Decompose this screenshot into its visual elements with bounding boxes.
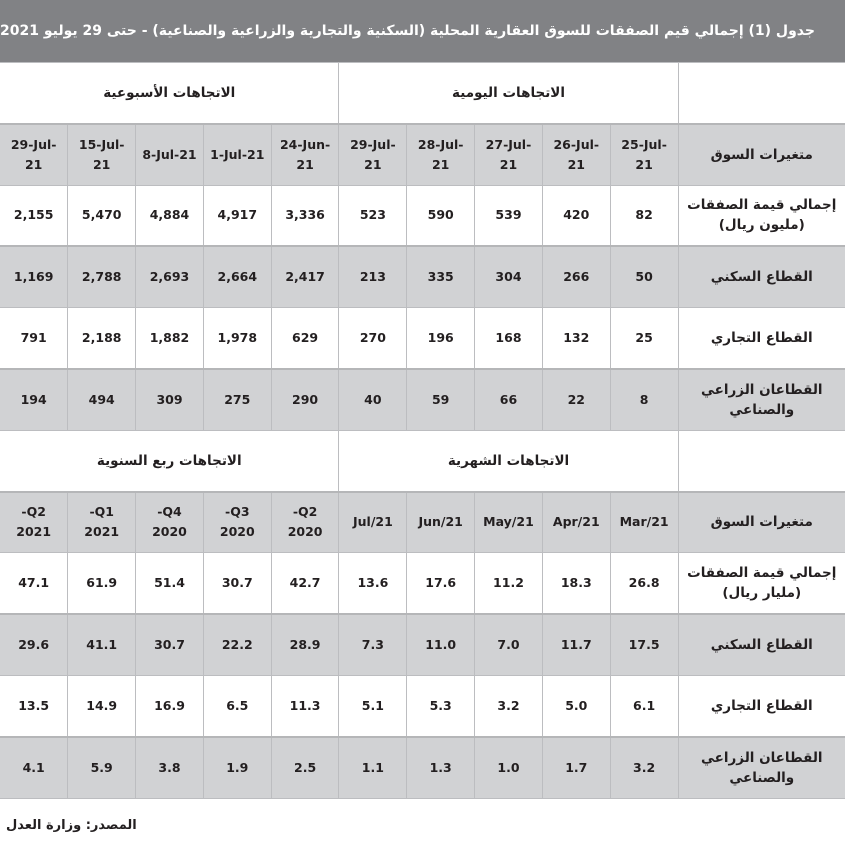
table-row: [0, 369, 845, 430]
cell-value: 523: [359, 207, 386, 223]
value-cell: [339, 675, 407, 736]
value-cell: [542, 553, 610, 614]
value-cell: [0, 614, 68, 675]
cell-value: 309: [156, 391, 183, 407]
cell-value: 1.0: [497, 759, 520, 775]
cell-value: 132: [563, 330, 590, 346]
cell-value: 5.3: [429, 697, 452, 713]
value-cell: [271, 675, 339, 736]
row-label: [678, 246, 845, 307]
value-cell: [610, 675, 678, 736]
column-header: [610, 124, 678, 185]
real-estate-transactions-table: [0, 62, 845, 799]
column-header: [271, 124, 339, 185]
value-cell: [68, 553, 136, 614]
value-cell: [407, 369, 475, 430]
value-cell: [68, 308, 136, 369]
row-label-header-text: متغيرات السوق: [710, 146, 813, 163]
value-cell: [407, 675, 475, 736]
value-cell: [271, 246, 339, 307]
value-cell: [407, 308, 475, 369]
cell-value: 1.3: [429, 759, 452, 775]
cell-value: 66: [499, 391, 518, 407]
cell-value: 1,978: [217, 330, 258, 346]
row-label-line1: القطاع السكني: [710, 637, 813, 654]
cell-value: 6.5: [226, 697, 249, 713]
column-header-line1: Mar/21: [619, 514, 669, 530]
value-cell: [475, 737, 543, 798]
cell-value: 13.5: [18, 697, 50, 713]
cell-value: 30.7: [154, 637, 185, 653]
column-header-line2: 21: [92, 156, 111, 172]
cell-value: 50: [635, 269, 653, 285]
value-cell: [542, 308, 610, 369]
cell-value: 5,470: [81, 207, 122, 223]
cell-value: 2,788: [81, 269, 122, 285]
column-header-line1: 27-Jul-: [485, 136, 532, 152]
cell-value: 25: [635, 330, 653, 346]
column-header: [68, 124, 136, 185]
cell-value: 40: [364, 391, 382, 407]
value-cell: [475, 308, 543, 369]
value-cell: [136, 553, 204, 614]
cell-value: 3.2: [497, 697, 520, 713]
table-row: [0, 614, 845, 675]
cell-value: 42.7: [289, 575, 321, 591]
cell-value: 266: [563, 269, 590, 285]
value-cell: [203, 185, 271, 246]
row-label: [678, 614, 845, 675]
cell-value: 11.0: [425, 637, 457, 653]
value-cell: [339, 553, 407, 614]
cell-value: 2,664: [217, 269, 258, 285]
cell-value: 17.5: [628, 637, 660, 653]
row-label: [678, 675, 845, 736]
row-label-line1: إجمالي قيمة الصفقات: [687, 565, 837, 582]
table-row: [0, 185, 845, 246]
column-header-line1: 26-Jul-: [553, 136, 600, 152]
column-header-line2: 2020: [219, 524, 255, 540]
column-header-line2: 2020: [287, 524, 323, 540]
value-cell: [271, 553, 339, 614]
column-header-line1: Jun/21: [418, 514, 463, 530]
table-row: [0, 737, 845, 798]
column-header-line1: -Q2: [21, 504, 46, 520]
value-cell: [271, 369, 339, 430]
value-cell: [542, 369, 610, 430]
cell-value: 304: [495, 269, 522, 285]
value-cell: [0, 308, 68, 369]
value-cell: [136, 246, 204, 307]
cell-value: 2,155: [13, 207, 54, 223]
value-cell: [542, 185, 610, 246]
table-row: [0, 675, 845, 736]
value-cell: [610, 246, 678, 307]
table-title: جدول (1) إجمالي قيم الصفقات للسوق العقارية المحلية (السكنية والتجارية والزراعية والصناعية) - حتى 29 يوليو 2021: [0, 23, 815, 39]
value-cell: [136, 185, 204, 246]
column-header-line1: 25-Jul-: [621, 136, 667, 152]
value-cell: [407, 185, 475, 246]
value-cell: [68, 675, 136, 736]
value-cell: [203, 675, 271, 736]
cell-value: 3,336: [285, 207, 325, 223]
value-cell: [610, 614, 678, 675]
cell-value: 5.1: [361, 697, 384, 713]
cell-value: 14.9: [86, 697, 118, 713]
cell-value: 11.7: [560, 637, 592, 653]
cell-value: 791: [20, 330, 47, 346]
value-cell: [68, 246, 136, 307]
row-label-line1: القطاع التجاري: [710, 697, 813, 714]
column-header-line2: 21: [431, 156, 450, 172]
monthly-quarterly-group-header-row: [0, 430, 845, 491]
cell-value: 29.6: [18, 637, 50, 653]
cell-value: 61.9: [86, 575, 118, 591]
monthly-quarterly-column-header-row: [0, 492, 845, 553]
cell-value: 17.6: [425, 575, 457, 591]
column-header-line2: 21: [24, 156, 43, 172]
column-header-line2: 21: [499, 156, 518, 172]
cell-value: 13.6: [357, 575, 389, 591]
value-cell: [339, 308, 407, 369]
value-cell: [68, 737, 136, 798]
value-cell: [271, 185, 339, 246]
daily-weekly-group-header-row: [0, 63, 845, 124]
value-cell: [136, 737, 204, 798]
row-label-line2: (مليون ريال): [718, 217, 805, 234]
row-label-header: [678, 124, 845, 185]
column-header-line1: -Q3: [225, 504, 250, 520]
group-title: الاتجاهات ربع السنوية: [96, 452, 242, 469]
value-cell: [542, 675, 610, 736]
value-cell: [610, 553, 678, 614]
row-label-line1: القطاع السكني: [710, 269, 813, 286]
column-header: [475, 492, 543, 553]
cell-value: 47.1: [18, 575, 50, 591]
table-row: [0, 308, 845, 369]
cell-value: 1,882: [149, 330, 190, 346]
row-label-line2: والصناعي: [729, 769, 795, 786]
cell-value: 1.9: [226, 759, 249, 775]
cell-value: 4,884: [149, 207, 190, 223]
value-cell: [0, 737, 68, 798]
group-title: الاتجاهات اليومية: [452, 84, 565, 101]
column-header-line1: -Q2: [292, 504, 318, 520]
column-header-line1: 15-Jul-: [78, 136, 125, 152]
column-header-line1: 1-Jul-21: [210, 146, 265, 162]
value-cell: [203, 614, 271, 675]
cell-value: 11.2: [493, 575, 524, 591]
column-header: [542, 492, 610, 553]
column-header: [136, 492, 204, 553]
table-title-bar: [0, 0, 845, 62]
value-cell: [542, 737, 610, 798]
cell-value: 11.3: [289, 697, 321, 713]
cell-value: 275: [224, 391, 251, 407]
value-cell: [475, 369, 543, 430]
group-title: الاتجاهات الأسبوعية: [103, 84, 236, 101]
row-label: [678, 308, 845, 369]
cell-value: 168: [495, 330, 522, 346]
value-cell: [475, 185, 543, 246]
cell-value: 26.8: [628, 575, 660, 591]
column-header: [475, 124, 543, 185]
column-header-line2: 21: [364, 156, 382, 172]
column-header: [339, 124, 407, 185]
row-label-line2: والصناعي: [729, 401, 795, 418]
cell-value: 3.8: [158, 759, 181, 775]
cell-value: 2,417: [285, 269, 325, 285]
value-cell: [0, 675, 68, 736]
value-cell: [136, 308, 204, 369]
value-cell: [0, 369, 68, 430]
value-cell: [0, 185, 68, 246]
cell-value: 82: [635, 207, 653, 223]
column-header: [0, 124, 68, 185]
row-label-header-text: متغيرات السوق: [710, 514, 813, 531]
row-label-line1: القطاعان الزراعي: [701, 381, 823, 398]
cell-value: 59: [431, 391, 450, 407]
value-cell: [542, 614, 610, 675]
value-cell: [203, 553, 271, 614]
value-cell: [339, 614, 407, 675]
value-cell: [610, 185, 678, 246]
daily-weekly-group-empty: [678, 63, 845, 124]
value-cell: [68, 185, 136, 246]
value-cell: [0, 553, 68, 614]
column-header-line2: 21: [296, 156, 314, 172]
value-cell: [0, 246, 68, 307]
value-cell: [68, 614, 136, 675]
column-header-line2: 2020: [152, 524, 187, 540]
cell-value: 22: [567, 391, 585, 407]
value-cell: [136, 369, 204, 430]
column-header-line1: May/21: [483, 514, 534, 530]
monthly-quarterly-group-left: [0, 430, 339, 491]
row-label-line1: إجمالي قيمة الصفقات: [687, 197, 837, 214]
cell-value: 194: [20, 391, 47, 407]
column-header-line2: 21: [567, 156, 585, 172]
value-cell: [542, 246, 610, 307]
column-header: [407, 492, 475, 553]
column-header-line1: -Q4: [157, 504, 182, 520]
cell-value: 18.3: [560, 575, 592, 591]
cell-value: 5.0: [565, 697, 588, 713]
cell-value: 30.7: [221, 575, 253, 591]
column-header-line1: 29-Jul-: [350, 136, 396, 152]
group-title: الاتجاهات الشهرية: [447, 452, 570, 469]
cell-value: 2,693: [149, 269, 190, 285]
value-cell: [203, 369, 271, 430]
cell-value: 5.9: [90, 759, 113, 775]
daily-weekly-group-left: [0, 63, 339, 124]
cell-value: 290: [292, 391, 319, 407]
value-cell: [407, 246, 475, 307]
value-cell: [407, 737, 475, 798]
cell-value: 41.1: [86, 637, 118, 653]
cell-value: 7.3: [361, 637, 384, 653]
cell-value: 629: [292, 330, 319, 346]
cell-value: 196: [427, 330, 454, 346]
cell-value: 270: [359, 330, 386, 346]
row-label-line2: (مليار ريال): [722, 585, 802, 602]
cell-value: 22.2: [221, 637, 253, 653]
value-cell: [339, 737, 407, 798]
cell-value: 494: [88, 391, 115, 407]
column-header: [271, 492, 339, 553]
column-header: [610, 492, 678, 553]
table-row: [0, 553, 845, 614]
value-cell: [475, 553, 543, 614]
column-header: [339, 492, 407, 553]
column-header-line1: -Q1: [89, 504, 114, 520]
cell-value: 3.2: [633, 759, 656, 775]
value-cell: [475, 246, 543, 307]
column-header: [136, 124, 204, 185]
table-body: [0, 63, 845, 799]
value-cell: [610, 369, 678, 430]
cell-value: 335: [427, 269, 454, 285]
cell-value: 1.1: [361, 759, 384, 775]
row-label: [678, 737, 845, 798]
value-cell: [136, 614, 204, 675]
cell-value: 2.5: [294, 759, 317, 775]
row-label-line1: القطاع التجاري: [710, 330, 813, 347]
cell-value: 6.1: [633, 697, 656, 713]
cell-value: 1,169: [13, 269, 54, 285]
value-cell: [271, 614, 339, 675]
cell-value: 8: [639, 391, 649, 407]
row-label: [678, 553, 845, 614]
daily-weekly-column-header-row: [0, 124, 845, 185]
column-header-line1: Jul/21: [352, 514, 393, 530]
column-header: [407, 124, 475, 185]
cell-value: 420: [563, 207, 590, 223]
cell-value: 590: [427, 207, 454, 223]
cell-value: 7.0: [497, 637, 520, 653]
cell-value: 539: [495, 207, 522, 223]
cell-value: 213: [359, 269, 386, 285]
value-cell: [271, 308, 339, 369]
cell-value: 2,188: [81, 330, 122, 346]
column-header: [68, 492, 136, 553]
value-cell: [407, 614, 475, 675]
cell-value: 51.4: [154, 575, 185, 591]
row-label-header: [678, 492, 845, 553]
value-cell: [203, 737, 271, 798]
column-header-line2: 2021: [16, 524, 52, 540]
column-header-line1: 28-Jul-: [417, 136, 464, 152]
row-label: [678, 369, 845, 430]
value-cell: [203, 308, 271, 369]
cell-value: 1.7: [565, 759, 588, 775]
column-header-line2: 21: [635, 156, 653, 172]
column-header-line1: 29-Jul-: [10, 136, 57, 152]
column-header: [203, 124, 271, 185]
value-cell: [475, 675, 543, 736]
value-cell: [610, 737, 678, 798]
daily-weekly-group-right: [339, 63, 678, 124]
value-cell: [475, 614, 543, 675]
cell-value: 28.9: [289, 637, 321, 653]
value-cell: [339, 246, 407, 307]
row-label-line1: القطاعان الزراعي: [701, 749, 823, 766]
source-note: المصدر: وزارة العدل: [6, 818, 137, 833]
table-row: [0, 246, 845, 307]
value-cell: [339, 185, 407, 246]
column-header: [203, 492, 271, 553]
value-cell: [610, 308, 678, 369]
column-header-line1: 24-Jun-: [279, 136, 331, 152]
cell-value: 4.1: [22, 759, 45, 775]
cell-value: 4,917: [217, 207, 258, 223]
value-cell: [68, 369, 136, 430]
value-cell: [271, 737, 339, 798]
value-cell: [407, 553, 475, 614]
value-cell: [339, 369, 407, 430]
row-label: [678, 185, 845, 246]
column-header-line1: 8-Jul-21: [142, 146, 197, 162]
column-header-line1: Apr/21: [552, 514, 600, 530]
column-header: [0, 492, 68, 553]
value-cell: [203, 246, 271, 307]
monthly-quarterly-group-right: [339, 430, 678, 491]
column-header-line2: 2021: [84, 524, 120, 540]
monthly-quarterly-group-empty: [678, 430, 845, 491]
column-header: [542, 124, 610, 185]
cell-value: 16.9: [154, 697, 185, 713]
value-cell: [136, 675, 204, 736]
